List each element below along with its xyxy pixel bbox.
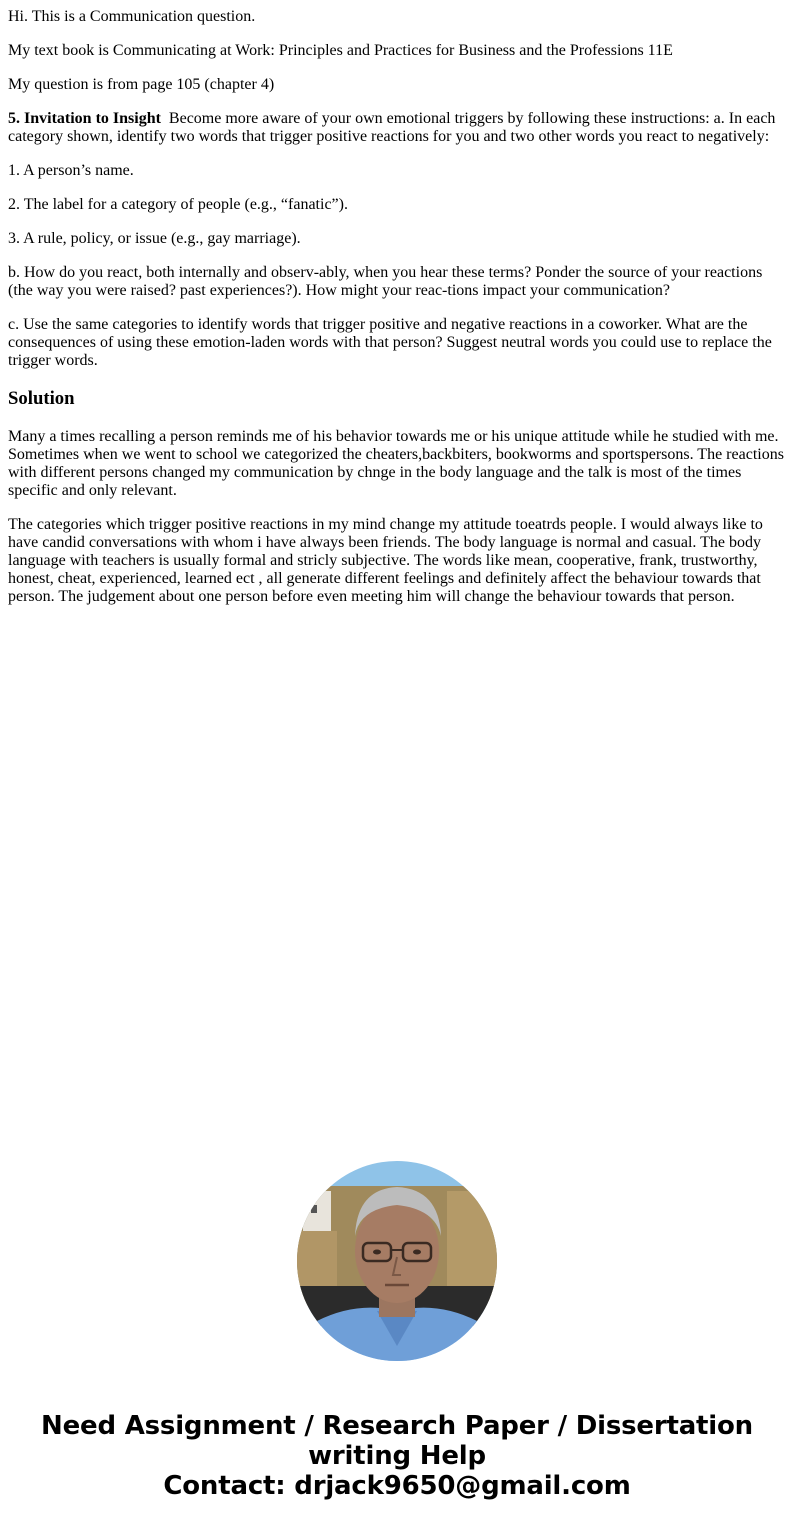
avatar [297, 1161, 497, 1361]
solution-heading: Solution [8, 388, 75, 409]
promo-line-2: writing Help [308, 1441, 486, 1471]
list-item: 2. The label for a category of people (e.g., “fanatic”). [8, 196, 348, 213]
exercise-title: 5. Invitation to Insight [8, 110, 161, 127]
list-item: 3. A rule, policy, or issue (e.g., gay marriage). [8, 230, 301, 247]
document-body [0, 8, 794, 606]
solution-paragraph: Many a times recalling a person reminds me of his behavior towards me or his unique attitude while he studied with me. Sometimes when we went to school we categorized the cheaters,backbiters, bookworms and sportspersons. The reactions with different persons changed my communication by chnge in the body language and the talk is most of the times specific and only relevant. [8, 428, 784, 499]
solution-paragraph: The categories which trigger positive reactions in my mind change my attitude toeatrds people. I would always like to have candid conversations with whom i have always been friends. The body language is normal and casual. The body language with teachers is usually formal and stricly subjective. The words like mean, cooperative, frank, trustworthy, honest, cheat, experienced, learned ect , all generate different feelings and definitely affect the behaviour towards that person. The judgement about one person before even meeting him will change the behaviour towards that person. [8, 516, 763, 605]
exercise-paragraph [8, 110, 786, 146]
promo-line-1: Need Assignment / Research Paper / Dissertation [41, 1411, 753, 1441]
intro-text: Hi. This is a Communication question. [8, 8, 256, 25]
promo-banner [0, 1411, 794, 1501]
textbook-text: My text book is Communicating at Work: Principles and Practices for Business and the Professions 11E [8, 42, 673, 59]
page-reference: My question is from page 105 (chapter 4) [8, 76, 275, 93]
part-c-text: c. Use the same categories to identify words that trigger positive and negative reactions in a coworker. What are the consequences of using these emotion-laden words with that person? Suggest neutral words you could use to replace the trigger words. [8, 316, 772, 369]
portrait-image [297, 1161, 497, 1361]
exercise-body: Become more aware of your own emotional triggers by following these instructions: a. In each category shown, identify two words that trigger positive reactions for you and two other words you react to negatively: [8, 110, 776, 145]
list-item: 1. A person’s name. [8, 162, 134, 179]
part-b-text: b. How do you react, both internally and observ-ably, when you hear these terms? Ponder the source of your reactions (the way you were raised? past experiences?). How might your reac-tions impact your communication? [8, 264, 763, 299]
promo-contact: Contact: drjack9650@gmail.com [163, 1471, 631, 1501]
